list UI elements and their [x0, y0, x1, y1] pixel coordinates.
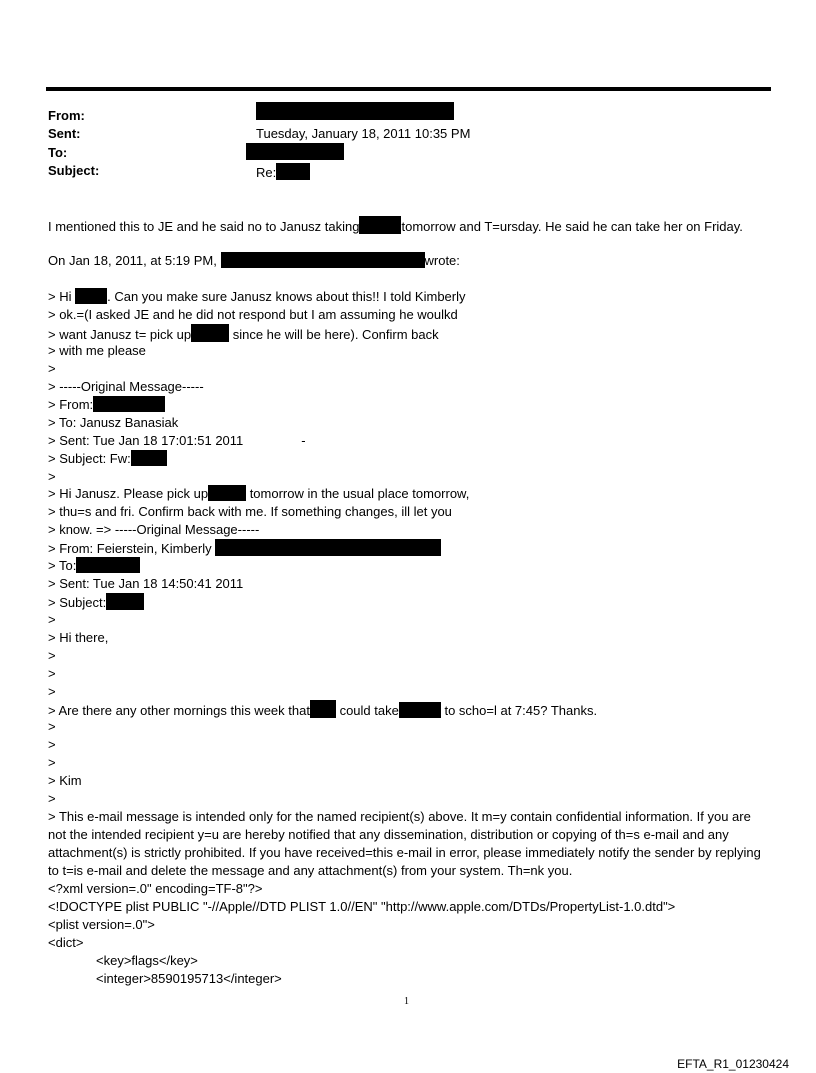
xml-line: <key>flags</key>: [96, 953, 198, 968]
text: . Can you make sure Janusz knows about this!! I told Kimberly: [107, 289, 466, 304]
text: > Subject:: [48, 595, 107, 610]
to-value: [246, 143, 344, 160]
quote-line: >: [48, 648, 56, 663]
text: > From:: [48, 397, 94, 412]
from-value: [256, 102, 454, 120]
redaction-box: [310, 700, 336, 718]
quote-line: > thu=s and fri. Confirm back with me. If something changes, ill let you: [48, 504, 452, 519]
quote-line: >: [48, 361, 56, 376]
sent-label: Sent:: [48, 126, 81, 141]
quote-line: [48, 288, 466, 306]
xml-line: <?xml version=.0" encoding=TF-8"?>: [48, 881, 263, 896]
text: since he will be here). Confirm back: [232, 327, 439, 342]
text: could take: [339, 703, 399, 718]
quote-line: > Hi there,: [48, 630, 109, 645]
quote-line: >: [48, 684, 56, 699]
body-line: [48, 252, 460, 270]
text: I mentioned this to JE and he said no to Janusz taking: [48, 219, 360, 234]
text: On Jan 18, 2011, at 5:19 PM,: [48, 253, 217, 268]
body-line: [48, 216, 743, 236]
redaction-box: [208, 485, 246, 501]
text: > From: Feierstein, Kimberly: [48, 541, 212, 556]
quote-line: > Kim: [48, 773, 82, 788]
redaction-box: [215, 539, 441, 556]
redaction-box: [399, 702, 441, 718]
subject-label: Subject:: [48, 163, 100, 178]
quote-line: [48, 432, 306, 450]
redaction-box: [76, 557, 140, 573]
quote-line: [48, 557, 140, 575]
quote-line: > know. => -----Original Message-----: [48, 522, 260, 537]
quote-line: [48, 485, 469, 503]
redaction-box: [359, 216, 401, 234]
quote-line: > ok.=(I asked JE and he did not respond but I am assuming he woulkd: [48, 307, 458, 322]
quote-line: >: [48, 612, 56, 627]
page-number: 1: [404, 996, 409, 1007]
redaction-box: [256, 102, 454, 120]
quote-line: >: [48, 791, 56, 806]
xml-line: <dict>: [48, 935, 84, 950]
text: to scho=l at 7:45? Thanks.: [444, 703, 598, 718]
quote-line: [48, 700, 597, 720]
subject-value: [256, 163, 310, 180]
text: wrote:: [424, 253, 460, 268]
quote-line: [48, 324, 439, 344]
redaction-box: [221, 252, 425, 268]
quote-line: > -----Original Message-----: [48, 379, 204, 394]
text: tomorrow in the usual place tomorrow,: [249, 486, 470, 501]
from-label: From:: [48, 108, 85, 123]
disclaimer-paragraph: > This e-mail message is intended only for the named recipient(s) above. It m=y contain confidential information. If you are not the intended recipient y=u are hereby notified that any dissemination, distribution or copying of th=s e-mail and any attachment(s) is strictly prohibited. If you have received=this e-mail in error, please immediately notify the sender by replying to t=is e-mail and delete the message and any attachment(s) from your system. Th=nk you.: [48, 809, 761, 878]
quote-line: > Sent: Tue Jan 18 14:50:41 2011: [48, 576, 244, 591]
quote-line: >: [48, 469, 56, 484]
header-rule: [46, 87, 771, 91]
sent-value: Tuesday, January 18, 2011 10:35 PM: [256, 126, 471, 141]
redaction-box: [131, 450, 167, 466]
bates-number: EFTA_R1_01230424: [677, 1057, 789, 1071]
quote-line: [48, 593, 144, 612]
xml-line: <integer>8590195713</integer>: [96, 971, 282, 986]
quote-line: >: [48, 666, 56, 681]
quote-line: > with me please: [48, 343, 146, 358]
text: > want Janusz t= pick up: [48, 327, 192, 342]
text: > Sent: Tue Jan 18 17:01:51 2011: [48, 433, 244, 448]
text: > Are there any other mornings this week that: [48, 703, 310, 718]
text: > Hi: [48, 289, 72, 304]
quote-line: [48, 539, 441, 558]
text: tomorrow and T=ursday. He said he can take her on Friday.: [401, 219, 743, 234]
redaction-box: [276, 163, 310, 180]
xml-line: <!DOCTYPE plist PUBLIC "-//Apple//DTD PLIST 1.0//EN" "http://www.apple.com/DTDs/PropertyList-1.0.dtd">: [48, 899, 676, 914]
redaction-box: [93, 396, 165, 412]
text: > To:: [48, 558, 77, 573]
to-label: To:: [48, 145, 68, 160]
subject-text: Re:: [256, 165, 277, 180]
redaction-box: [191, 324, 229, 342]
quote-line: > To: Janusz Banasiak: [48, 415, 179, 430]
quote-line: >: [48, 737, 56, 752]
redaction-box: [246, 143, 344, 160]
text: > Subject: Fw:: [48, 451, 131, 466]
quote-line: >: [48, 719, 56, 734]
quote-line: [48, 450, 167, 468]
text: -: [301, 433, 306, 448]
redaction-box: [106, 593, 144, 610]
xml-line: <plist version=.0">: [48, 917, 155, 932]
quote-line: >: [48, 755, 56, 770]
redaction-box: [75, 288, 107, 304]
quote-line: [48, 396, 165, 414]
text: > Hi Janusz. Please pick up: [48, 486, 209, 501]
